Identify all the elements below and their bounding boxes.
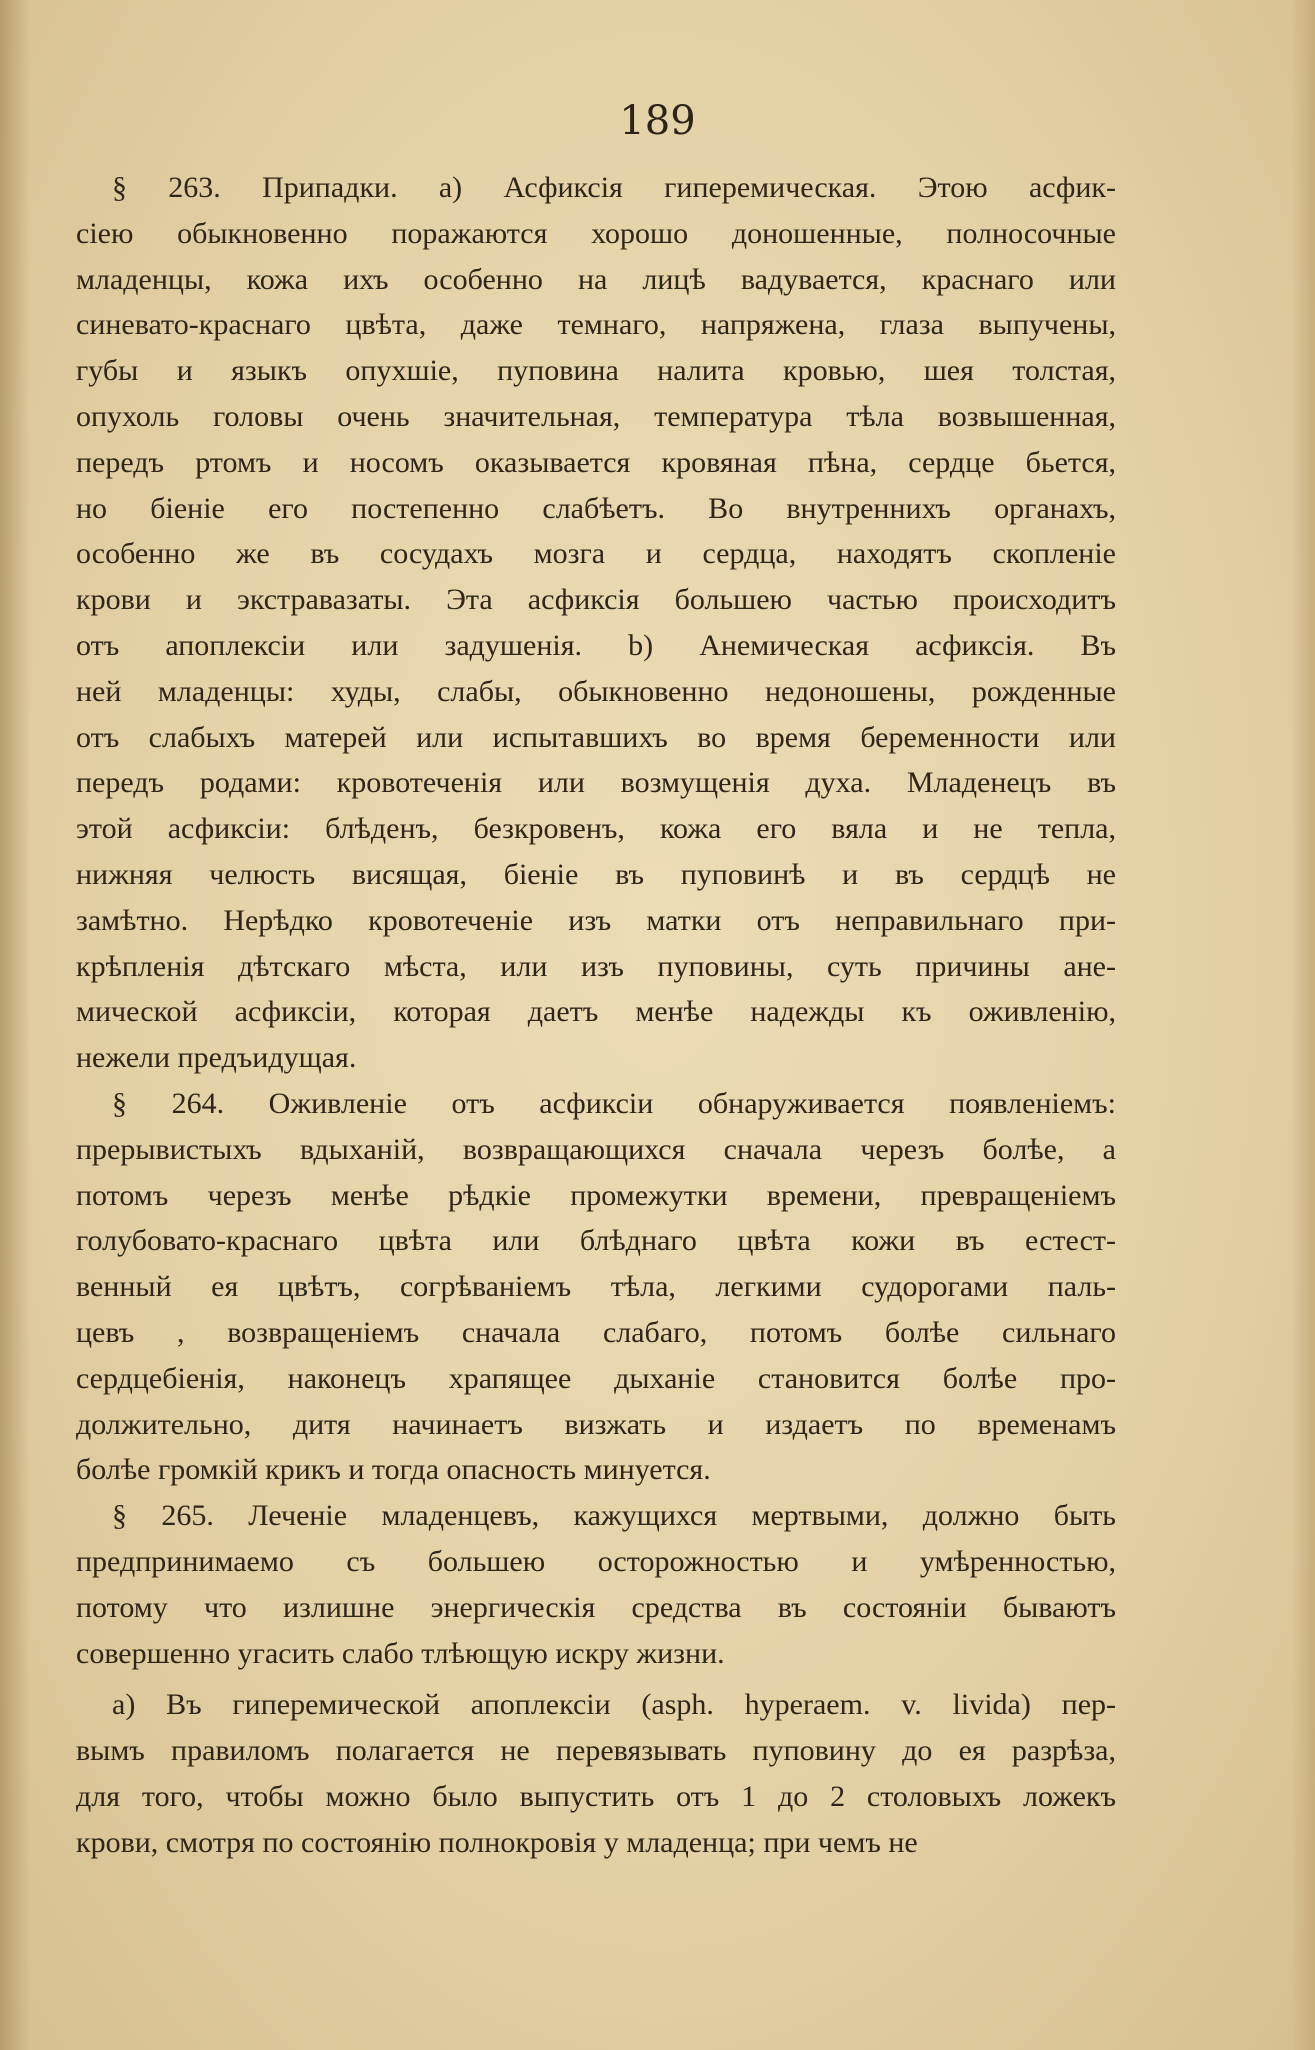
text-line: нижняя челюсть висящая, біеніе въ пуповинѣ и въ сердцѣ не (76, 857, 1116, 891)
page-number: 189 (619, 98, 696, 144)
text-line: болѣе громкій крикъ и тогда опасность минуется. (76, 1453, 711, 1487)
paragraph-s264 (76, 1081, 1116, 1493)
text-line: замѣтно. Нерѣдко кровотеченіе изъ матки отъ неправильнаго при- (76, 903, 1116, 937)
text-line: сердцебіенія, наконецъ храпящее дыханіе становится болѣе про- (76, 1361, 1116, 1395)
text-line: предпринимаемо съ большею осторожностью и умѣренностью, (76, 1544, 1116, 1578)
text-line: § 263. Припадки. a) Асфиксія гиперемическая. Этою асфик- (112, 171, 1116, 204)
text-line: § 265. Леченіе младенцевъ, кажущихся мертвыми, должно быть (112, 1499, 1116, 1533)
text-line: должительно, дитя начинаетъ визжать и издаетъ по временамъ (76, 1407, 1116, 1441)
text-line: губы и языкъ опухшіе, пуповина налита кровью, шея толстая, (76, 354, 1116, 388)
text-line: но біеніе его постепенно слабѣетъ. Во внутреннихъ органахъ, (76, 491, 1116, 525)
text-line: этой асфиксіи: блѣденъ, безкровенъ, кожа его вяла и не тепла, (76, 812, 1116, 846)
text-line: крови и экстравазаты. Эта асфиксія большею частью происходитъ (76, 583, 1116, 617)
text-line: опухоль головы очень значительная, температура тѣла возвышенная, (76, 399, 1116, 433)
text-line: a) Въ гиперемической апоплексіи (asph. hyperaem. v. livida) пер- (112, 1688, 1116, 1722)
text-line: ней младенцы: худы, слабы, обыкновенно недоношены, рожденные (76, 674, 1116, 708)
text-line: совершенно угасить слабо тлѣющую искру жизни. (76, 1636, 725, 1670)
text-line: потому что излишне энергическія средства въ состояніи бываютъ (76, 1590, 1116, 1624)
text-line: отъ апоплексіи или задушенія. b) Анемическая асфиксія. Въ (76, 628, 1116, 662)
text-line: сіею обыкновенно поражаются хорошо доношенные, полносочные (76, 216, 1116, 250)
text-line: голубовато-краснаго цвѣта или блѣднаго цвѣта кожи въ естест- (76, 1224, 1116, 1258)
text-line: вымъ правиломъ полагается не перевязывать пуповину до ея разрѣза, (76, 1734, 1116, 1768)
paragraph-s263 (76, 165, 1116, 1081)
text-line: прерывистыхъ вдыханій, возвращающихся сначала черезъ болѣе, а (76, 1132, 1116, 1166)
text-line: венный ея цвѣтъ, согрѣваніемъ тѣла, легкими судорогами паль- (76, 1270, 1116, 1304)
text-line: крѣпленія дѣтскаго мѣста, или изъ пуповины, суть причины ане- (76, 949, 1116, 983)
text-line: § 264. Оживленіе отъ асфиксіи обнаруживается появленіемъ: (112, 1086, 1116, 1120)
paragraph-s265 (76, 1493, 1116, 1676)
text-line: потомъ черезъ менѣе рѣдкіе промежутки времени, превращеніемъ (76, 1178, 1116, 1212)
text-line: особенно же въ сосудахъ мозга и сердца, находятъ скопленіе (76, 537, 1116, 571)
text-line: передъ ртомъ и носомъ оказывается кровяная пѣна, сердце бьется, (76, 445, 1116, 479)
text-line: передъ родами: кровотеченія или возмущенія духа. Младенецъ въ (76, 766, 1116, 800)
page-text (76, 165, 1116, 1865)
paragraph-s265a (76, 1682, 1116, 1865)
text-line: синевато-краснаго цвѣта, даже темнаго, напряжена, глаза выпучены, (76, 308, 1116, 342)
text-line: мической асфиксіи, которая даетъ менѣе надежды къ оживленію, (76, 995, 1116, 1029)
text-line: младенцы, кожа ихъ особенно на лицѣ вадувается, краснаго или (76, 262, 1116, 296)
text-line: цевъ , возвращеніемъ сначала слабаго, потомъ болѣе сильнаго (76, 1315, 1116, 1349)
text-line: для того, чтобы можно было выпустить отъ 1 до 2 столовыхъ ложекъ (76, 1779, 1116, 1813)
text-line: нежели предъидущая. (76, 1041, 357, 1075)
text-line: отъ слабыхъ матерей или испытавшихъ во время беременности или (76, 720, 1116, 754)
text-line: крови, смотря по состоянію полнокровія у младенца; при чемъ не (76, 1825, 918, 1859)
